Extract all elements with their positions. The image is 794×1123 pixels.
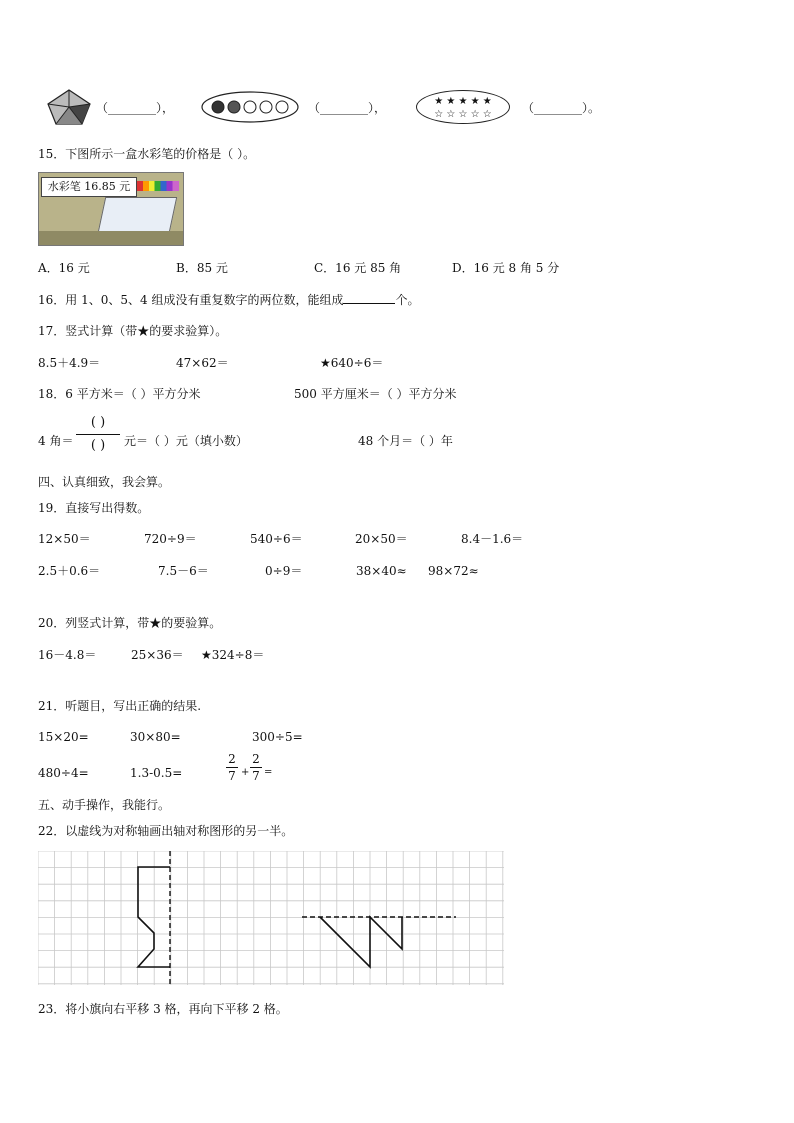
q17-item: 8.5＋4.9＝ bbox=[38, 356, 101, 370]
q21-item: 480÷4= bbox=[38, 766, 89, 780]
q18-line1-b: 500 平方厘米＝（ ）平方分米 bbox=[294, 387, 457, 401]
q18-line2-b: 48 个月＝（ ）年 bbox=[358, 434, 453, 448]
q18-line2-prefix: 4 角＝ bbox=[38, 434, 74, 448]
answer-blank-1[interactable]: （________）， bbox=[96, 101, 175, 115]
q20-item: 25×36＝ bbox=[131, 648, 184, 662]
fraction-bar bbox=[226, 767, 238, 768]
q17-item: 47×62＝ bbox=[176, 356, 229, 370]
table-edge bbox=[39, 231, 183, 245]
fraction-denominator: 7 bbox=[228, 769, 236, 783]
q19-item: 38×40≈ bbox=[356, 564, 407, 578]
q18-line1-a: 18．6 平方米＝（ ）平方分米 bbox=[38, 387, 201, 401]
q21-title: 21．听题目，写出正确的结果. bbox=[38, 699, 202, 713]
q20-item: 16－4.8＝ bbox=[38, 648, 97, 662]
q16-text-a: 16．用 1、0、5、4 组成没有重复数字的两位数，能组成 bbox=[38, 293, 344, 307]
fraction-2 bbox=[250, 752, 262, 783]
q19-item: 0÷9＝ bbox=[265, 564, 303, 578]
plus-sign: + bbox=[241, 767, 250, 778]
price-tag: 水彩笔 16.85 元 bbox=[41, 177, 137, 197]
q15-option-a[interactable]: A．16 元 bbox=[38, 261, 90, 275]
q19-item: 20×50＝ bbox=[355, 532, 408, 546]
fraction-numerator: 2 bbox=[228, 752, 236, 766]
q19-item: 2.5＋0.6＝ bbox=[38, 564, 101, 578]
circles-figure bbox=[200, 90, 300, 124]
fraction-denominator[interactable]: ( ) bbox=[90, 438, 106, 453]
answer-blank-2[interactable]: （________）， bbox=[308, 101, 387, 115]
q21-item: 15×20= bbox=[38, 730, 89, 744]
q19-item: 12×50＝ bbox=[38, 532, 91, 546]
q15-option-c[interactable]: C．16 元 85 角 bbox=[314, 261, 402, 275]
q21-item: 1.3-0.5= bbox=[130, 766, 183, 780]
q19-item: 7.5－6＝ bbox=[158, 564, 209, 578]
q21-item: 30×80= bbox=[130, 730, 181, 744]
stars-figure bbox=[416, 90, 510, 124]
q17-item: ★640÷6＝ bbox=[320, 356, 384, 370]
grid-lines bbox=[38, 851, 504, 985]
q15-question: 15．下图所示一盒水彩笔的价格是（ ）。 bbox=[38, 147, 256, 161]
q23-title: 23．将小旗向右平移 3 格，再向下平移 2 格。 bbox=[38, 1002, 288, 1016]
fraction-1 bbox=[226, 752, 238, 783]
q18-line2-mid: 元＝（ ）元（填小数） bbox=[124, 434, 248, 448]
fraction-bar bbox=[76, 434, 120, 435]
fraction-numerator[interactable]: ( ) bbox=[90, 415, 106, 430]
q17-title: 17．竖式计算（带★的要求验算）。 bbox=[38, 324, 228, 338]
fraction-denominator: 7 bbox=[252, 769, 260, 783]
q22-title: 22．以虚线为对称轴画出轴对称图形的另一半。 bbox=[38, 824, 294, 838]
fraction-numerator: 2 bbox=[252, 752, 260, 766]
pentagon-figure bbox=[46, 88, 92, 126]
section4-title: 四、认真细致，我会算。 bbox=[38, 475, 171, 489]
q19-item: 8.4－1.6＝ bbox=[461, 532, 524, 546]
q16-question bbox=[38, 291, 419, 308]
q18-fraction bbox=[76, 414, 120, 455]
q16-answer-blank[interactable] bbox=[343, 291, 395, 304]
q19-item: 540÷6＝ bbox=[250, 532, 303, 546]
q16-text-b: 个。 bbox=[395, 293, 420, 307]
right-half-figure bbox=[320, 917, 402, 967]
q19-item: 98×72≈ bbox=[428, 564, 479, 578]
q15-option-d[interactable]: D．16 元 8 角 5 分 bbox=[452, 261, 560, 275]
q21-item: 300÷5= bbox=[252, 730, 303, 744]
symmetry-grid bbox=[38, 851, 504, 985]
pen-tips bbox=[137, 181, 179, 191]
answer-blank-3[interactable]: （________）。 bbox=[522, 101, 601, 115]
equals-sign: = bbox=[264, 767, 273, 778]
q15-option-b[interactable]: B．85 元 bbox=[176, 261, 228, 275]
q20-title: 20．列竖式计算，带★的要验算。 bbox=[38, 616, 222, 630]
watercolor-pen-picture bbox=[38, 172, 184, 246]
q19-item: 720÷9＝ bbox=[144, 532, 197, 546]
q19-title: 19．直接写出得数。 bbox=[38, 501, 150, 515]
q20-item: ★324÷8＝ bbox=[201, 648, 265, 662]
empty-stars-row: ☆ ☆ ☆ ☆ ☆ bbox=[434, 109, 492, 120]
section5-title: 五、动手操作，我能行。 bbox=[38, 798, 171, 812]
fraction-bar bbox=[250, 767, 262, 768]
filled-stars-row: ★ ★ ★ ★ ★ bbox=[434, 96, 492, 107]
